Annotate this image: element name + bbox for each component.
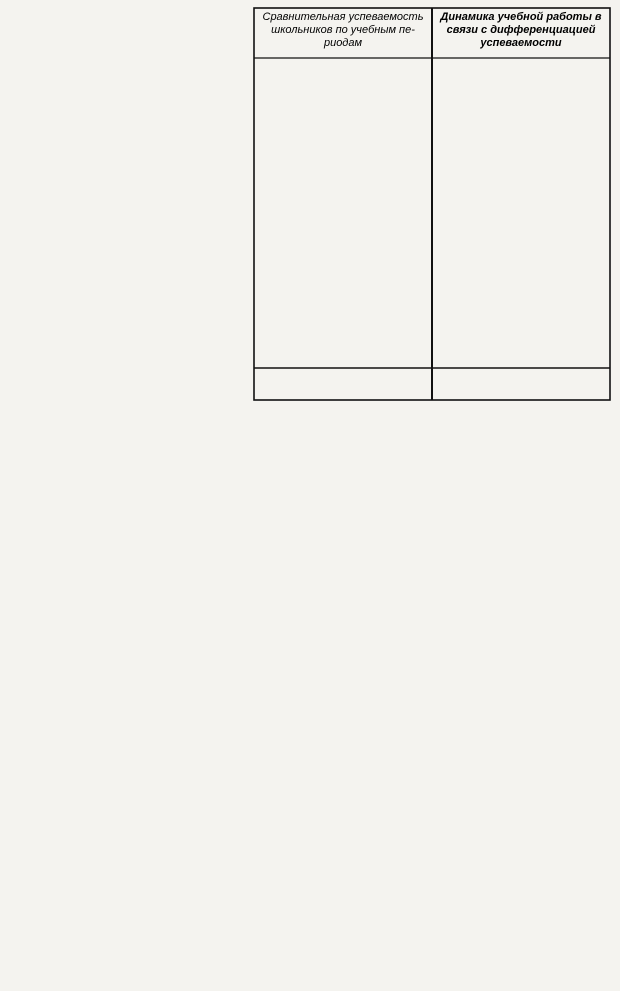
figure-2-chart	[232, 2, 612, 410]
left-panel-title-2: школьников по учебным пе-	[271, 24, 415, 36]
right-panel-title-2: связи с дифференциацией	[446, 24, 596, 36]
right-panel-title-3: успеваемости	[480, 37, 562, 49]
left-panel-title-1: Сравнительная успеваемость	[262, 11, 424, 23]
left-panel-title-3: риодам	[323, 37, 363, 49]
right-panel-title-1: Динамика учебной работы в	[440, 11, 602, 23]
